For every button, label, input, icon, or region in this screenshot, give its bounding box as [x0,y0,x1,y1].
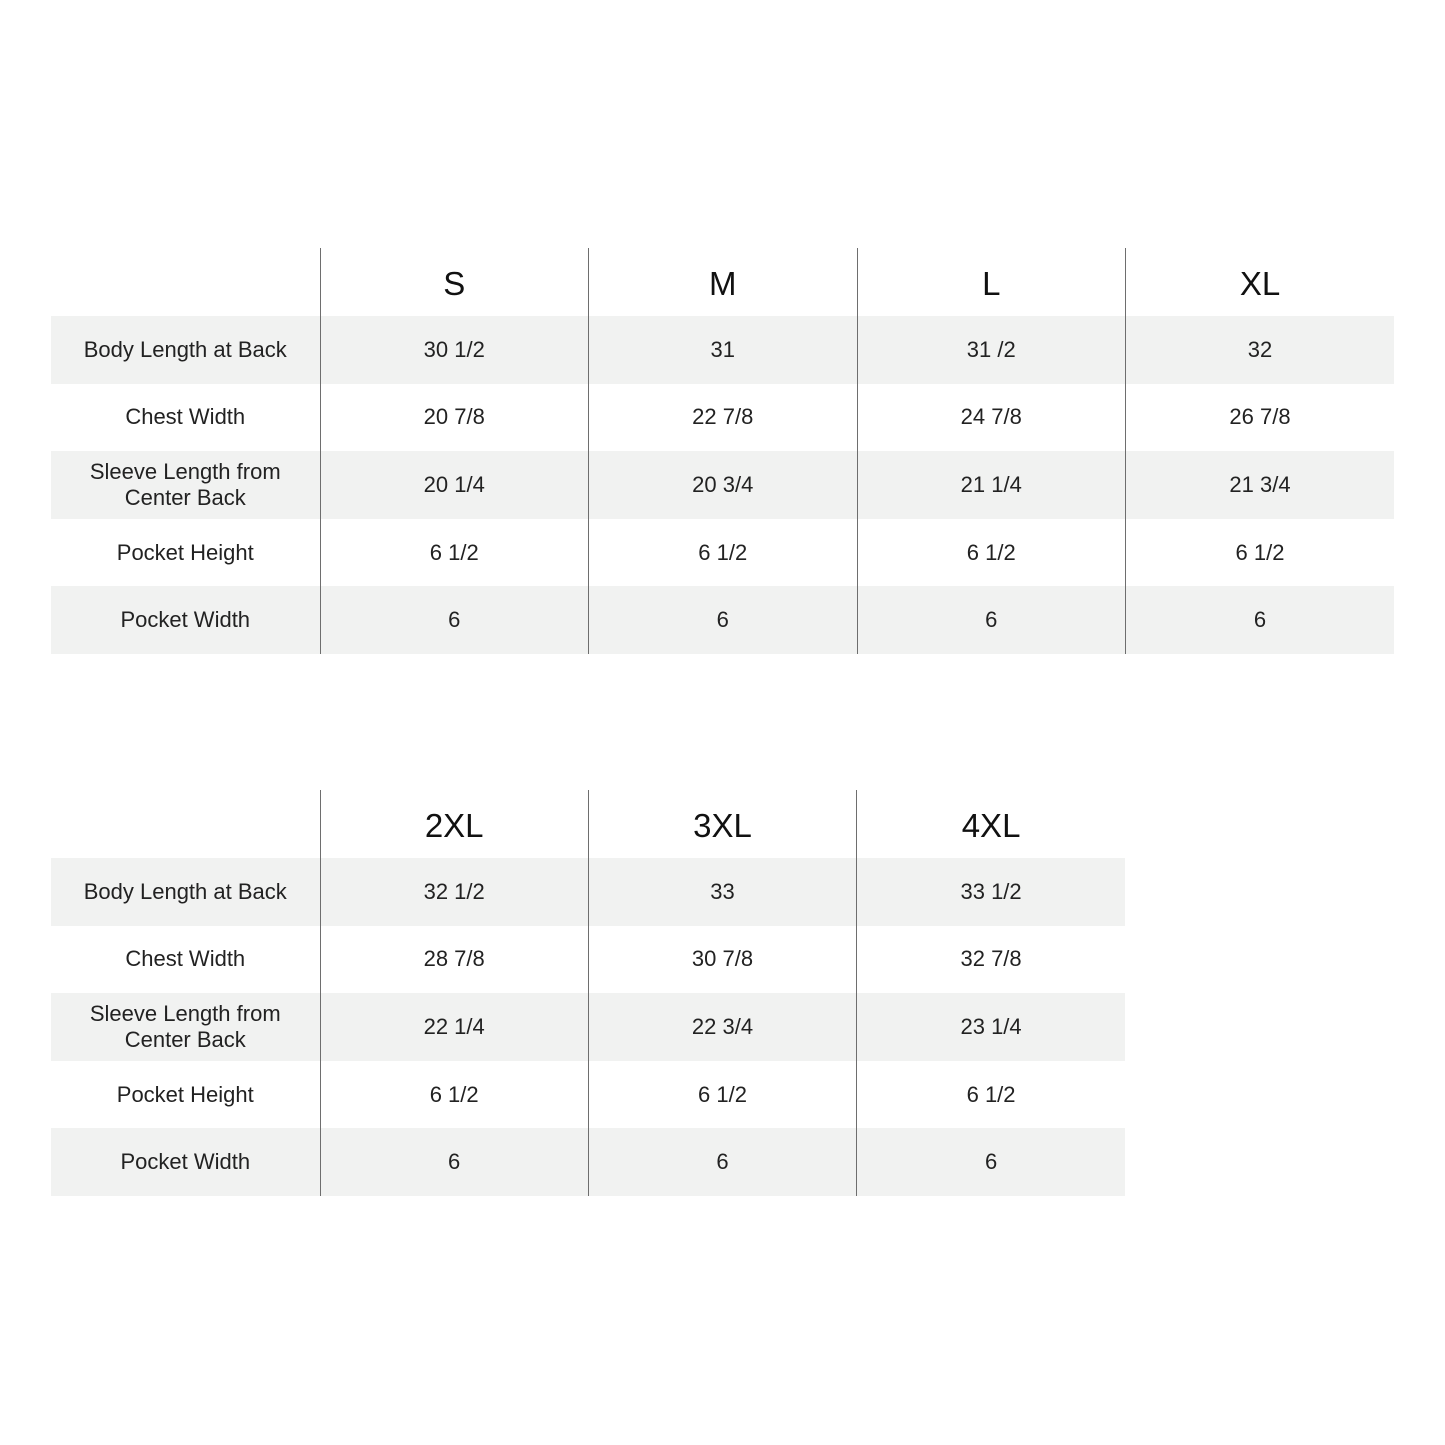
measurement-cell: 6 [857,586,1126,654]
row-label: Pocket Width [51,586,320,654]
measurement-cell: 6 1/2 [589,519,858,587]
row-label: Pocket Height [116,1081,254,1107]
measurement-cell: 6 1/2 [320,519,589,587]
measurement-cell: 6 [588,1128,856,1196]
measurement-cell: 6 1/2 [1126,519,1395,587]
measurement-cell: 6 1/2 [320,1061,588,1129]
measurement-cell: 6 1/2 [857,1061,1125,1129]
size-chart-table-extended [51,790,1125,1196]
measurement-cell: 6 [320,586,589,654]
measurement-cell: 33 [588,858,856,926]
row-label: Sleeve Length from Center Back [51,451,320,519]
row-label: Body Length at Back [51,316,320,384]
table-row [51,519,1394,587]
table-row [51,993,1125,1061]
measurement-cell: 21 1/4 [857,451,1126,519]
measurement-cell: 33 1/2 [857,858,1125,926]
table-row [51,316,1394,384]
measurement-cell: 20 7/8 [320,384,589,452]
measurement-cell: 32 [1126,316,1395,384]
size-header-2xl: 2XL [320,790,588,858]
measurement-cell: 6 [320,1128,588,1196]
size-header-l: L [857,248,1126,316]
measurement-cell: 22 3/4 [588,993,856,1061]
measurement-cell: 31 [589,316,858,384]
measurement-cell: 6 [1126,586,1395,654]
measurement-cell: 23 1/4 [857,993,1125,1061]
size-header-row [51,790,1125,858]
size-header-s: S [320,248,589,316]
table-row [51,586,1394,654]
size-header-3xl: 3XL [588,790,856,858]
measurement-cell: 6 [857,1128,1125,1196]
measurement-cell: 22 7/8 [589,384,858,452]
row-label: Chest Width [125,946,246,972]
measurement-cell: 21 3/4 [1126,451,1395,519]
measurement-cell: 32 1/2 [320,858,588,926]
row-label: Pocket Width [51,1128,320,1196]
measurement-cell: 31 /2 [857,316,1126,384]
measurement-cell: 6 1/2 [588,1061,856,1129]
corner-cell [51,248,320,316]
measurement-cell: 32 7/8 [857,926,1125,994]
size-header-4xl: 4XL [857,790,1125,858]
measurement-cell: 24 7/8 [857,384,1126,452]
measurement-cell: 20 3/4 [589,451,858,519]
measurement-cell: 30 1/2 [320,316,589,384]
corner-cell [51,790,320,858]
size-header-m: M [589,248,858,316]
measurement-cell: 22 1/4 [320,993,588,1061]
table-row [51,926,1125,994]
table-row [51,384,1394,452]
table-row [51,451,1394,519]
row-label: Sleeve Length from Center Back [51,993,320,1061]
measurement-cell: 20 1/4 [320,451,589,519]
size-header-row [51,248,1394,316]
row-label: Pocket Height [116,539,254,565]
measurement-cell: 6 [589,586,858,654]
size-header-xl: XL [1126,248,1395,316]
size-chart-table [51,248,1394,654]
table-row [51,1061,1125,1129]
measurement-cell: 26 7/8 [1126,384,1395,452]
row-label: Body Length at Back [51,858,320,926]
row-label: Chest Width [125,404,246,430]
measurement-cell: 28 7/8 [320,926,588,994]
measurement-cell: 30 7/8 [588,926,856,994]
table-row [51,858,1125,926]
measurement-cell: 6 1/2 [857,519,1126,587]
table-row [51,1128,1125,1196]
